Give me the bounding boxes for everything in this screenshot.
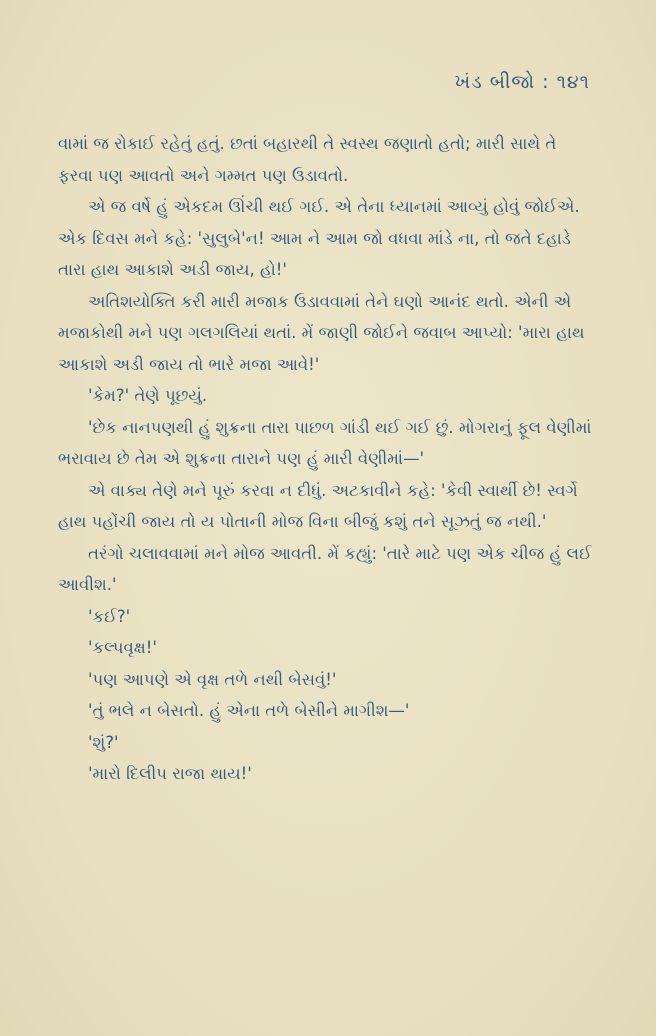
running-header: ખંડ બીજો : ૧૪૧ — [454, 71, 590, 93]
paragraph: 'છેક નાનપણથી હું શુક્રના તારા પાછળ ગાંડી થઈ ગઈ છું. મોગરાનું ફૂલ વેણીમાં ભરાવાય છે તેમ એ શુક્રના તારાને પણ હું મારી વેણીમાં—' — [58, 417, 592, 468]
paragraph: 'તું ભલે ન બેસતો. હું એના તળે બેસીને માગીશ—' — [88, 701, 410, 720]
paragraph: એ વાક્ય તેણે મને પૂરું કરવા ન દીધું. અટકાવીને કહે: 'કેવી સ્વાર્થી છે! સ્વર્ગે હાથ પહોંચી જાય તો ય પોતાની મોજ વિના બીજું કશું તને સૂઝતું જ નથી.' — [58, 480, 578, 531]
body-text — [58, 128, 594, 790]
paragraph: 'મારો દિલીપ રાજા થાય!' — [88, 764, 252, 783]
paragraph: 'પણ આપણે એ વૃક્ષ તળે નથી બેસવું!' — [88, 669, 337, 689]
paragraph: અતિશયોક્તિ કરી મારી મજાક ઉડાવવામાં તેને ઘણો આનંદ થતો. એની એ મજાકોથી મને પણ ગલગલિયાં થતાં. મેં જાણી જોઈને જવાબ આપ્યો: 'મારા હાથ આકાશે અડી જાય તો ભારે મજા આવે!' — [58, 291, 585, 374]
paragraph: વામાં જ રોકાઈ રહેતું હતું. છતાં બહારથી તે સ્વસ્થ જણાતો હતો; મારી સાથે તે ફરવા પણ આવતો અને ગમ્મત પણ ઉડાવતો. — [58, 134, 557, 185]
paragraph: 'કઈ?' — [88, 606, 131, 626]
paragraph: 'કલ્પવૃક્ષ!' — [88, 638, 157, 657]
paragraph: તરંગો ચલાવવામાં મને મોજ આવતી. મેં કહ્યું: 'તારે માટે પણ એક ચીજ હું લઈ આવીશ.' — [58, 543, 592, 594]
paragraph: 'કેમ?' તેણે પૂછયું. — [88, 386, 208, 405]
paragraph: એ જ વર્ષે હું એકદમ ઊંચી થઈ ગઈ. એ તેના ધ્યાનમાં આવ્યું હોવું જોઈએ. એક દિવસ મને કહે: 'સુલુબે'ન! આમ ને આમ જો વધવા માંડે ના, તો જતે દહાડે તારા હાથ આકાશે અડી જાય, હો!' — [58, 197, 580, 279]
paragraph: 'શું?' — [88, 732, 119, 752]
